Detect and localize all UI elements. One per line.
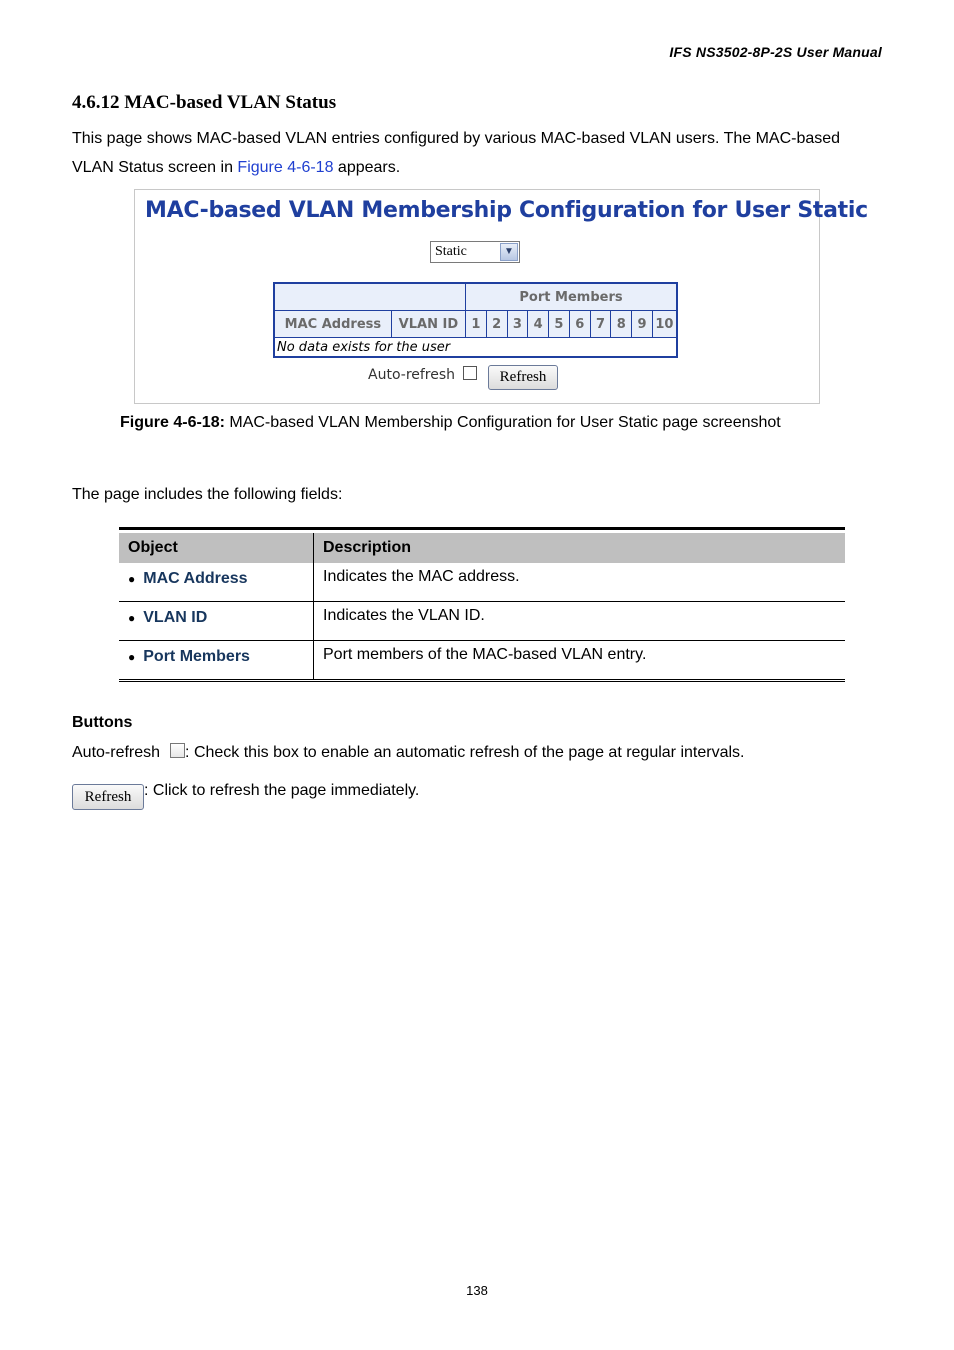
bullet-icon: ● [128,611,136,625]
vlan-id-header: VLAN ID [391,311,465,338]
port-header: 7 [590,311,611,338]
port-members-header: Port Members [466,283,678,311]
port-header: 4 [528,311,549,338]
intro-text-end: appears. [333,159,401,176]
object-description: Port members of the MAC-based VLAN entry. [314,641,846,681]
port-header: 8 [611,311,632,338]
user-select[interactable] [430,241,520,263]
user-select-value: Static [435,244,467,259]
port-header: 3 [507,311,528,338]
no-data-message: No data exists for the user [274,338,677,358]
figure-page-title: MAC-based VLAN Membership Configuration for User Static [145,198,868,223]
port-header: 9 [632,311,653,338]
object-name: Port Members [143,648,250,665]
port-header: 1 [466,311,487,338]
port-header: 5 [549,311,570,338]
port-header: 10 [652,311,677,338]
auto-refresh-help-label: Auto-refresh [72,744,161,761]
bullet-icon: ● [128,572,136,586]
object-name: MAC Address [143,570,248,587]
object-description: Indicates the VLAN ID. [314,602,846,641]
mac-address-header: MAC Address [274,311,391,338]
fields-intro: The page includes the following fields: [72,486,343,503]
auto-refresh-help [72,743,744,762]
buttons-heading: Buttons [72,714,133,731]
object-column-header: Object [119,533,314,563]
table-row [119,641,845,681]
port-header: 2 [486,311,507,338]
screenshot-figure [134,189,868,404]
refresh-button[interactable]: Refresh [488,365,558,390]
table-header-blank [274,283,466,311]
port-header: 6 [569,311,590,338]
vlan-membership-table [273,282,678,358]
bullet-icon: ● [128,650,136,664]
page-number: 138 [466,1283,488,1298]
auto-refresh-label: Auto-refresh [368,367,456,383]
table-row [119,563,845,602]
figure-caption [120,414,781,432]
caption-text: MAC-based VLAN Membership Configuration for User Static page screenshot [224,414,781,431]
section-title: 4.6.12 MAC-based VLAN Status [72,92,337,113]
object-description-table [119,527,845,682]
manual-header: IFS NS3502-8P-2S User Manual [669,44,882,60]
table-row [119,602,845,641]
intro-paragraph [72,124,872,182]
figure-link[interactable]: Figure 4-6-18 [237,159,334,176]
object-name: VLAN ID [143,609,208,626]
object-description: Indicates the MAC address. [314,563,846,602]
refresh-help [72,782,419,810]
refresh-help-text: : Click to refresh the page immediately. [144,782,420,799]
intro-text: This page shows MAC-based VLAN entries configured by various MAC-based VLAN users. The MAC-based VLAN Status screen in [72,130,841,176]
auto-refresh-checkbox[interactable] [463,366,477,380]
checkbox-icon [170,743,185,758]
caption-label: Figure 4-6-18: [120,414,225,431]
chevron-down-icon: ▼ [500,243,518,261]
refresh-button-sample: Refresh [72,784,144,810]
auto-refresh-help-text: : Check this box to enable an automatic refresh of the page at regular intervals. [185,744,745,761]
description-column-header: Description [314,533,846,563]
